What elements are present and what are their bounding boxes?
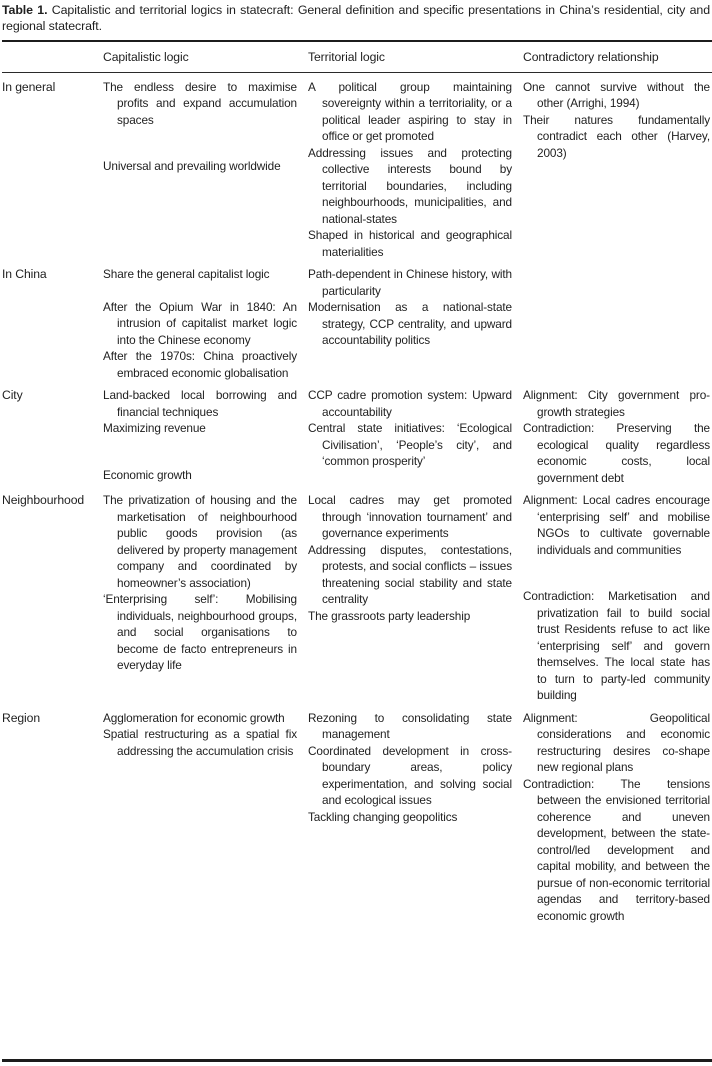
cell-region-capitalistic xyxy=(103,704,308,933)
cell-paragraph: Contradiction: Marketisation and privatization fail to build social trust Residents refuse to act like ‘enterprising self’ and govern themselves. The local state has to turn to party-led community building xyxy=(523,589,710,703)
cell-paragraph: Addressing disputes, contestations, protests, and social conflicts – issues threatening social stability and state centrality xyxy=(308,542,512,607)
cell-paragraph: Maximizing revenue xyxy=(103,421,206,436)
cell-paragraph: One cannot survive without the other (Arrighi, 1994) xyxy=(523,79,710,111)
cell-paragraph: Contradiction: Preserving the ecological quality regardless economic costs, local government debt xyxy=(523,421,710,485)
cell-paragraph: The grassroots party leadership xyxy=(308,608,471,623)
row-label-in-general: In general xyxy=(2,79,56,94)
cell-paragraph: After the Opium War in 1840: An intrusion of capitalist market logic into the Chinese economy xyxy=(103,299,297,347)
cell-paragraph: Alignment: Local cadres encourage ‘enterprising self’ and mobilise NGOs to cultivate governable individuals and communities xyxy=(523,493,710,557)
cell-in-china-capitalistic xyxy=(103,260,308,381)
cell-paragraph: The endless desire to maximise profits and expand accumulation spaces xyxy=(103,79,297,127)
cell-paragraph: Central state initiatives: ‘Ecological Civilisation’, ‘People’s city’, and ‘common prosperity’ xyxy=(308,421,512,469)
table-row-region xyxy=(2,704,712,933)
row-label-city: City xyxy=(2,388,23,403)
table-bottom-rule xyxy=(2,1059,712,1062)
cell-city-contradictory xyxy=(523,381,712,486)
cell-paragraph: Addressing issues and protecting collective interests bound by territorial boundaries, including neighbourhoods, municipalities, and national-states xyxy=(308,145,512,226)
cell-paragraph: Coordinated development in cross-boundary areas, policy experimentation, and solving social and ecological issues xyxy=(308,743,512,808)
cell-in-general-capitalistic xyxy=(103,72,308,260)
cell-in-china-contradictory xyxy=(523,260,712,381)
column-header-empty xyxy=(2,41,103,73)
cell-paragraph: Shaped in historical and geographical materialities xyxy=(308,228,512,259)
table-row-neighbourhood xyxy=(2,486,712,704)
cell-region-territorial xyxy=(308,704,523,933)
cell-paragraph: Modernisation as a national-state strategy, CCP centrality, and upward accountability politics xyxy=(308,300,512,348)
cell-paragraph: After the 1970s: China proactively embraced economic globalisation xyxy=(103,349,297,380)
cell-paragraph: ‘Enterprising self’: Mobilising individuals, neighbourhood groups, and social organisations to become de facto entrepreneurs in everyday life xyxy=(103,592,297,673)
cell-paragraph: Rezoning to consolidating state management xyxy=(308,710,512,742)
column-header-contradictory-relationship: Contradictory relationship xyxy=(523,41,712,73)
cell-paragraph: Alignment: Geopolitical considerations and economic restructuring desires co-shape new regional plans xyxy=(523,710,710,775)
cell-in-china-territorial xyxy=(308,260,523,381)
cell-paragraph: Agglomeration for economic growth xyxy=(103,710,285,725)
cell-paragraph: Share the general capitalist logic xyxy=(103,267,270,282)
cell-neighbourhood-territorial xyxy=(308,486,523,704)
cell-paragraph: Path-dependent in Chinese history, with particularity xyxy=(308,267,512,298)
cell-paragraph: A political group maintaining sovereignty within a territoriality, or a political leader aspiring to stay in office or get promoted xyxy=(308,79,512,144)
column-header-territorial-logic: Territorial logic xyxy=(308,41,523,73)
table-caption xyxy=(2,3,712,35)
table-caption-text: Capitalistic and territorial logics in statecraft: General definition and specific presentations in China’s residential, city and regional statecraft. xyxy=(2,3,710,33)
table-row-in-general xyxy=(2,72,712,260)
cell-city-territorial xyxy=(308,381,523,486)
cell-paragraph: Alignment: City government pro-growth strategies xyxy=(523,388,710,419)
cell-paragraph: Land-backed local borrowing and financial techniques xyxy=(103,388,297,419)
header-row xyxy=(2,41,712,73)
row-label-in-china: In China xyxy=(2,267,47,282)
cell-paragraph: Spatial restructuring as a spatial fix addressing the accumulation crisis xyxy=(103,727,297,758)
statecraft-logics-table xyxy=(2,40,712,933)
cell-paragraph: Universal and prevailing worldwide xyxy=(103,159,281,174)
table-row-city xyxy=(2,381,712,486)
cell-paragraph: Their natures fundamentally contradict each other (Harvey, 2003) xyxy=(523,112,710,160)
cell-paragraph: Tackling changing geopolitics xyxy=(308,809,458,824)
cell-paragraph: Local cadres may get promoted through ‘innovation tournament’ and governance experiments xyxy=(308,493,512,541)
table-row-in-china xyxy=(2,260,712,381)
cell-city-capitalistic xyxy=(103,381,308,486)
cell-region-contradictory xyxy=(523,704,712,933)
cell-paragraph: Economic growth xyxy=(103,467,192,482)
table-caption-label: Table 1. xyxy=(2,3,48,17)
cell-neighbourhood-contradictory xyxy=(523,486,712,704)
cell-paragraph: The privatization of housing and the marketisation of neighbourhood public goods provision (as delivered by property management company and coordinated by homeowner’s association) xyxy=(103,493,297,590)
cell-paragraph: Contradiction: The tensions between the envisioned territorial coherence and uneven development, between the state-control/led development and capital mobility, and between the pursue of non-economic territorial agendas and territory-based economic growth xyxy=(523,776,710,923)
cell-neighbourhood-capitalistic xyxy=(103,486,308,704)
row-label-region: Region xyxy=(2,710,41,725)
row-label-neighbourhood: Neighbourhood xyxy=(2,493,85,508)
cell-in-general-territorial xyxy=(308,72,523,260)
cell-paragraph: CCP cadre promotion system: Upward accountability xyxy=(308,388,512,419)
cell-in-general-contradictory xyxy=(523,72,712,260)
column-header-capitalistic-logic: Capitalistic logic xyxy=(103,41,308,73)
